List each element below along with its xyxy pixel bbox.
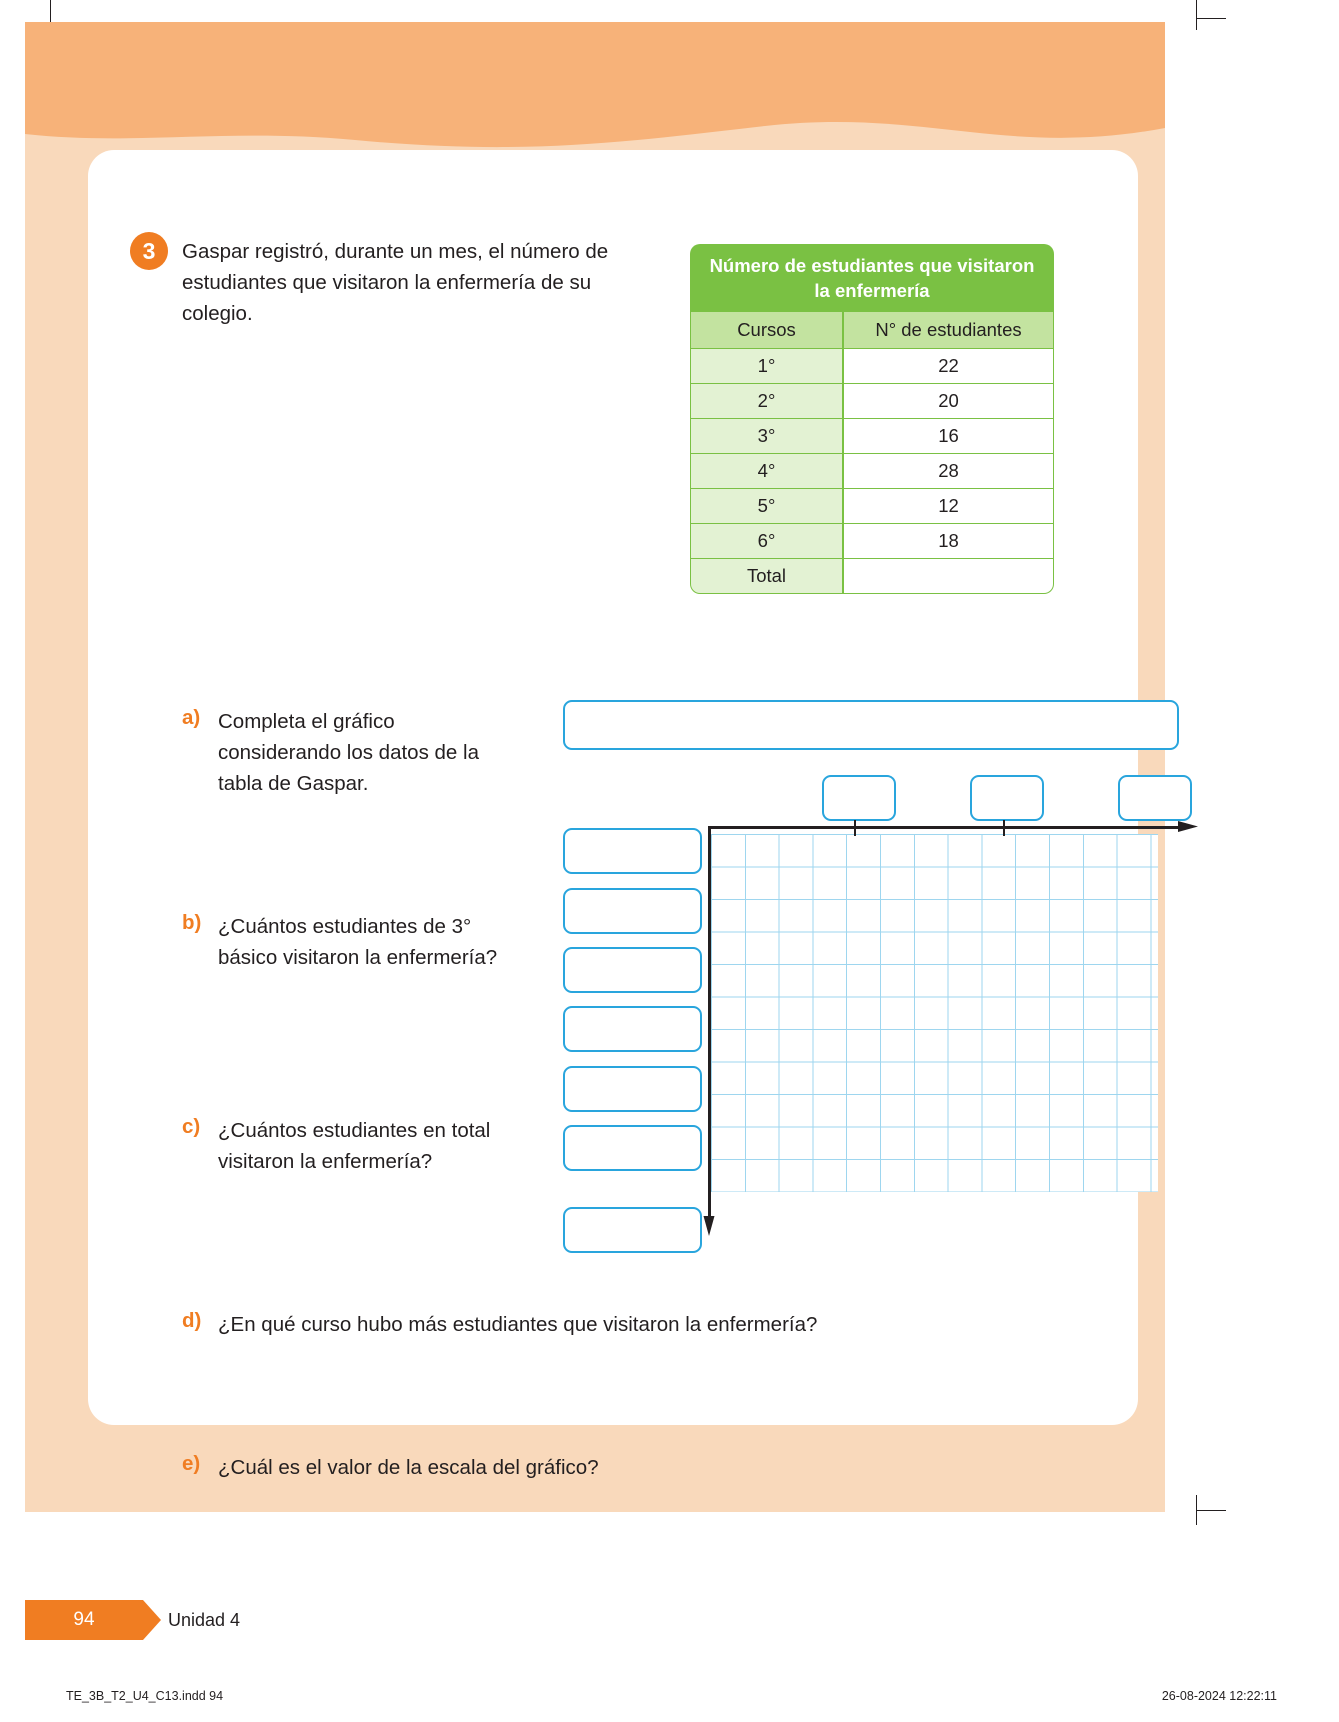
question-letter-a: a) (182, 706, 201, 729)
table-cell-curso: 4° (690, 454, 843, 489)
table-row (690, 349, 1054, 384)
crop-mark (1196, 18, 1226, 19)
table-header-estudiantes: N° de estudiantes (843, 312, 1054, 349)
footer-arrow-icon (143, 1600, 161, 1640)
table-cell-valor: 18 (843, 524, 1054, 559)
y-axis-line (708, 828, 711, 1223)
y-label-input-6[interactable] (563, 1125, 702, 1171)
question-text-c: ¿Cuántos estudiantes en total visitaron la enfermería? (218, 1119, 491, 1173)
table-row (690, 524, 1054, 559)
y-label-input-1[interactable] (563, 828, 702, 874)
table-cell-valor: 20 (843, 384, 1054, 419)
crop-mark (1196, 1495, 1197, 1525)
table-row (690, 454, 1054, 489)
y-label-input-2[interactable] (563, 888, 702, 934)
x-label-input-1[interactable] (822, 775, 896, 821)
question-text-e: ¿Cuál es el valor de la escala del gráfico? (218, 1456, 599, 1479)
x-axis-tick (854, 820, 856, 836)
x-label-input-2[interactable] (970, 775, 1044, 821)
data-table (690, 244, 1054, 594)
x-axis-line (708, 826, 1183, 829)
exercise-statement: Gaspar registró, durante un mes, el número de estudiantes que visitaron la enfermería de su colegio. (182, 240, 609, 325)
crop-mark (1196, 1510, 1226, 1511)
chart-title-input[interactable] (563, 700, 1179, 750)
question-letter-d: d) (182, 1309, 202, 1332)
table-cell-valor: 22 (843, 349, 1054, 384)
print-meta-right: 26-08-2024 12:22:11 (1161, 1689, 1277, 1703)
table-cell-total-value[interactable] (843, 559, 1054, 594)
table-cell-curso: 2° (690, 384, 843, 419)
table-row (690, 384, 1054, 419)
print-meta-left: TE_3B_T2_U4_C13.indd 94 (66, 1689, 224, 1703)
question-letter-c: c) (182, 1115, 201, 1138)
table-title-row (690, 244, 1054, 312)
y-axis-arrow-icon (698, 1216, 722, 1242)
table-cell-curso: 3° (690, 419, 843, 454)
table-cell-curso: 6° (690, 524, 843, 559)
page-number: 94 (73, 1609, 95, 1630)
x-label-input-3[interactable] (1118, 775, 1192, 821)
table-cell-curso: 1° (690, 349, 843, 384)
chart-grid[interactable] (711, 834, 1158, 1192)
exercise-number-badge: 3 (130, 232, 168, 270)
y-label-input-3[interactable] (563, 947, 702, 993)
table-header-cursos: Cursos (690, 312, 843, 349)
crop-mark (1196, 0, 1197, 30)
table-row-total (690, 559, 1054, 594)
question-text-d: ¿En qué curso hubo más estudiantes que visitaron la enfermería? (218, 1313, 818, 1336)
question-letter-e: e) (182, 1452, 201, 1475)
table-row (690, 419, 1054, 454)
table-cell-valor: 12 (843, 489, 1054, 524)
table-title: Número de estudiantes que visitaron la enfermería (690, 244, 1054, 312)
x-axis-tick (1003, 820, 1005, 836)
table-cell-valor: 28 (843, 454, 1054, 489)
question-text-a: Completa el gráfico considerando los datos de la tabla de Gaspar. (218, 710, 479, 795)
y-label-input-4[interactable] (563, 1006, 702, 1052)
y-label-input-5[interactable] (563, 1066, 702, 1112)
table-cell-valor: 16 (843, 419, 1054, 454)
table-row (690, 489, 1054, 524)
table-header-row (690, 312, 1054, 349)
table-cell-total-label: Total (690, 559, 843, 594)
x-axis-arrow-icon (1178, 816, 1204, 840)
question-text-b: ¿Cuántos estudiantes de 3° básico visitaron la enfermería? (218, 915, 498, 969)
y-label-input-7[interactable] (563, 1207, 702, 1253)
table-cell-curso: 5° (690, 489, 843, 524)
question-letter-b: b) (182, 911, 202, 934)
footer-unit-label: Unidad 4 (168, 1610, 241, 1630)
